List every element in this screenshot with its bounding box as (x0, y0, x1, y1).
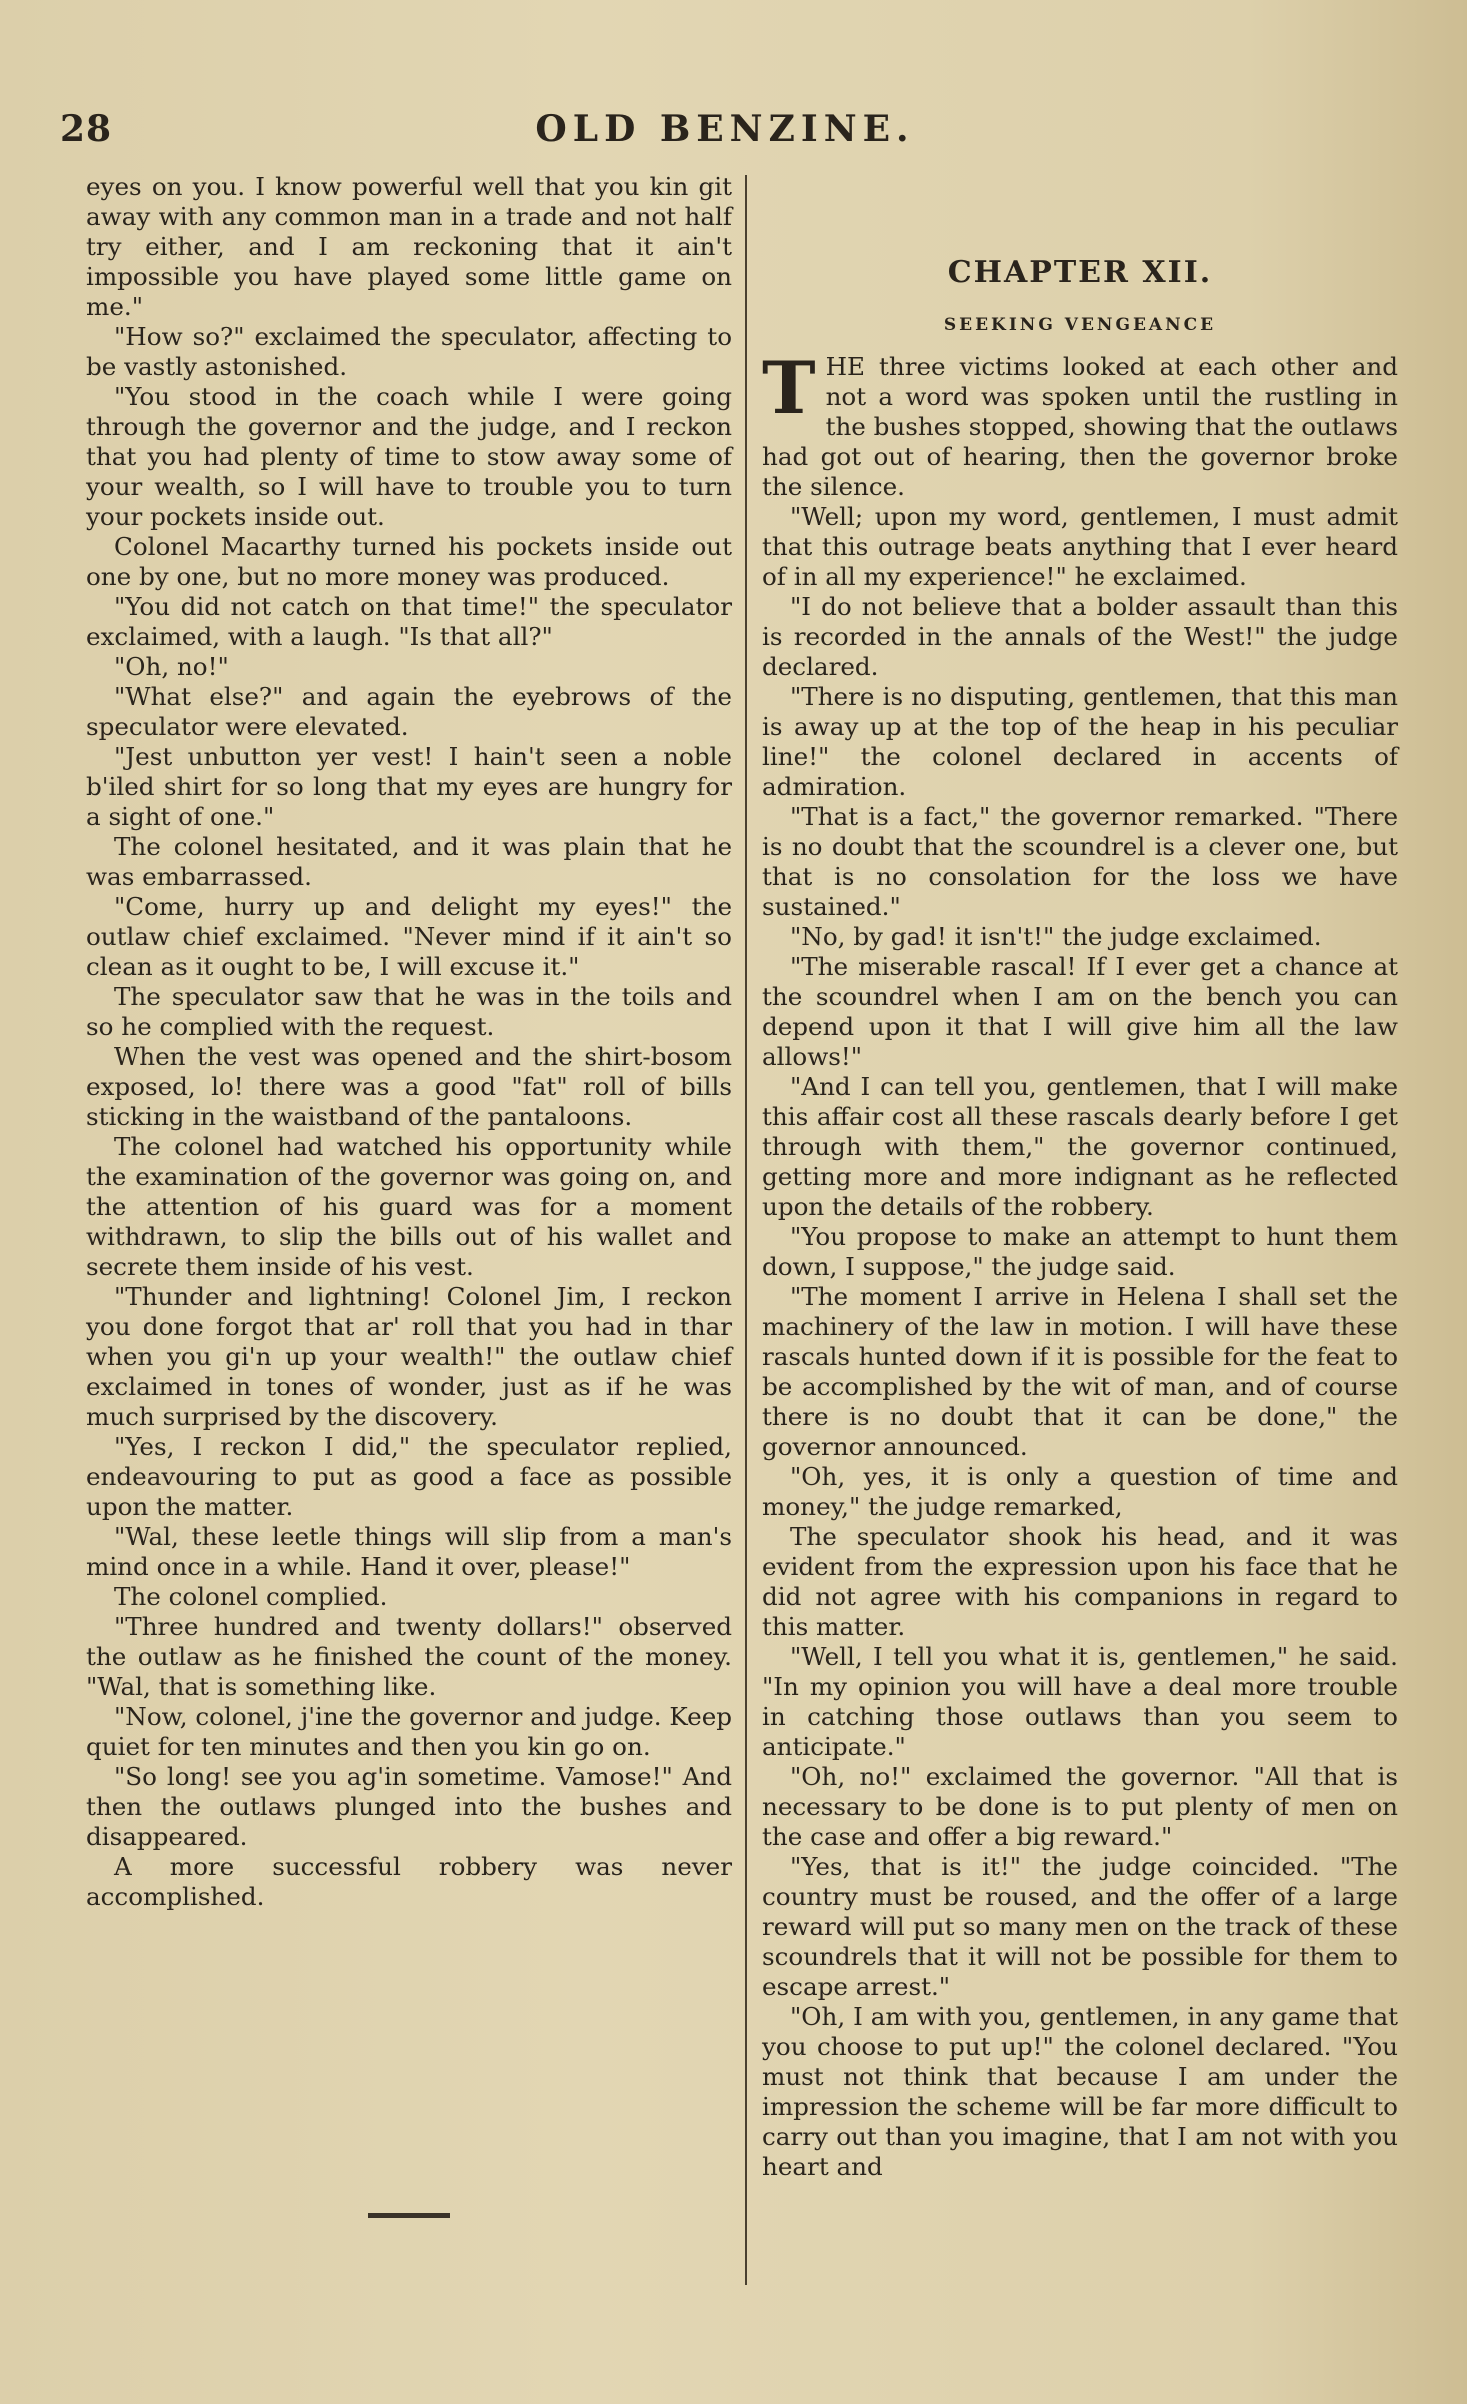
opening-paragraph-text: HE three victims looked at each other and not a word was spoken until the rustling in the bushes stopped, showing that the outlaws had got out of hearing, then the governor broke the silence. (762, 352, 1398, 501)
paragraph: eyes on you. I know powerful well that you kin git away with any common man in a trade and not half try either, and I am reckoning that it ain't impossible you have played some little game on me." (86, 172, 732, 321)
paragraph: "Three hundred and twenty dollars!" observed the outlaw as he finished the count of the money. "Wal, that is something like. (86, 1612, 732, 1701)
right-column (762, 172, 1398, 2182)
paragraph: "No, by gad! it isn't!" the judge exclaimed. (790, 922, 1322, 951)
paragraph: "Oh, I am with you, gentlemen, in any game that you choose to put up!" the colonel declared. "You must not think that because I am under the impression the scheme will be far more difficult to carry out than you imagine, that I am not with you heart and (762, 2002, 1398, 2181)
paragraph: "Well, I tell you what it is, gentlemen," he said. "In my opinion you will have a deal more trouble in catching those outlaws than you seem to anticipate." (762, 1642, 1398, 1761)
drop-cap: T (762, 345, 816, 430)
chapter-subtitle: SEEKING VENGEANCE (943, 315, 1217, 335)
page-header (60, 108, 1390, 158)
paragraph: "Come, hurry up and delight my eyes!" the outlaw chief exclaimed. "Never mind if it ain't so clean as it ought to be, I will excuse it." (86, 892, 732, 981)
paragraph: "Oh, no!" exclaimed the governor. "All that is necessary to be done is to put plenty of men on the case and offer a big reward." (762, 1762, 1398, 1851)
paragraph: "You stood in the coach while I were going through the governor and the judge, and I reckon that you had plenty of time to stow away some of your wealth, so I will have to trouble you to turn your pockets inside out. (86, 382, 732, 531)
paragraph: "Oh, no!" (114, 652, 229, 681)
paragraph: "The miserable rascal! If I ever get a chance at the scoundrel when I am on the bench you can depend upon it that I will give him all the law allows!" (762, 952, 1398, 1071)
running-title: OLD BENZINE. (535, 108, 915, 150)
paragraph: "Jest unbutton yer vest! I hain't seen a noble b'iled shirt for so long that my eyes are hungry for a sight of one." (86, 742, 732, 831)
paragraph: "That is a fact," the governor remarked. "There is no doubt that the scoundrel is a clever one, but that is no consolation for the loss we have sustained." (762, 802, 1398, 921)
paragraph: "What else?" and again the eyebrows of the speculator were elevated. (86, 682, 732, 741)
paragraph: When the vest was opened and the shirt-bosom exposed, lo! there was a good "fat" roll of bills sticking in the waistband of the pantaloons. (86, 1042, 732, 1131)
paragraph: The colonel had watched his opportunity while the examination of the governor was going on, and the attention of his guard was for a moment withdrawn, to slip the bills out of his wallet and secrete them inside of his vest. (86, 1132, 732, 1281)
chapter-title: CHAPTER XII. (947, 255, 1213, 290)
paragraph: "Yes, that is it!" the judge coincided. "The country must be roused, and the offer of a large reward will put so many men on the track of these scoundrels that it will not be possible for them to escape arrest." (762, 1852, 1398, 2001)
paragraph: "Well; upon my word, gentlemen, I must admit that this outrage beats anything that I ever heard of in all my experience!" he exclaimed. (762, 502, 1398, 591)
paragraph: "Yes, I reckon I did," the speculator replied, endeavouring to put as good a face as possible upon the matter. (86, 1432, 732, 1521)
opening-paragraph (762, 345, 1398, 502)
paragraph: "The moment I arrive in Helena I shall set the machinery of the law in motion. I will have these rascals hunted down if it is possible for the feat to be accomplished by the wit of man, and of course there is no doubt that it can be done," the governor announced. (762, 1282, 1398, 1461)
paragraph: "And I can tell you, gentlemen, that I will make this affair cost all these rascals dearly before I get through with them," the governor continued, getting more and more indignant as he reflected upon the details of the robbery. (762, 1072, 1398, 1221)
paragraph: "There is no disputing, gentlemen, that this man is away up at the top of the heap in his peculiar line!" the colonel declared in accents of admiration. (762, 682, 1398, 801)
paragraph: A more successful robbery was never accomplished. (86, 1852, 732, 1911)
column-divider (745, 175, 747, 2285)
page-number: 28 (60, 108, 113, 150)
paragraph: "So long! see you ag'in sometime. Vamose!" And then the outlaws plunged into the bushes and disappeared. (86, 1762, 732, 1851)
section-end-rule (368, 2213, 450, 2218)
paragraph: "Wal, these leetle things will slip from a man's mind once in a while. Hand it over, please!" (86, 1522, 732, 1581)
paragraph: "Now, colonel, j'ine the governor and judge. Keep quiet for ten minutes and then you kin go on. (86, 1702, 732, 1761)
paragraph: "You propose to make an attempt to hunt them down, I suppose," the judge said. (762, 1222, 1398, 1281)
paragraph: Colonel Macarthy turned his pockets inside out one by one, but no more money was produced. (86, 532, 732, 591)
paragraph: "I do not believe that a bolder assault than this is recorded in the annals of the West!" the judge declared. (762, 592, 1398, 681)
paragraph: "Thunder and lightning! Colonel Jim, I reckon you done forgot that ar' roll that you had in thar when you gi'n up your wealth!" the outlaw chief exclaimed in tones of wonder, just as if he was much surprised by the discovery. (86, 1282, 732, 1431)
paragraph: The speculator shook his head, and it was evident from the expression upon his face that he did not agree with his companions in regard to this matter. (762, 1522, 1398, 1641)
left-column (86, 172, 732, 1912)
paragraph: The speculator saw that he was in the toils and so he complied with the request. (86, 982, 732, 1041)
paragraph: The colonel complied. (114, 1582, 388, 1611)
paragraph: "Oh, yes, it is only a question of time and money," the judge remarked, (762, 1462, 1398, 1521)
paragraph: The colonel hesitated, and it was plain that he was embarrassed. (86, 832, 732, 891)
paragraph: "You did not catch on that time!" the speculator exclaimed, with a laugh. "Is that all?" (86, 592, 732, 651)
paragraph: "How so?" exclaimed the speculator, affecting to be vastly astonished. (86, 322, 732, 381)
